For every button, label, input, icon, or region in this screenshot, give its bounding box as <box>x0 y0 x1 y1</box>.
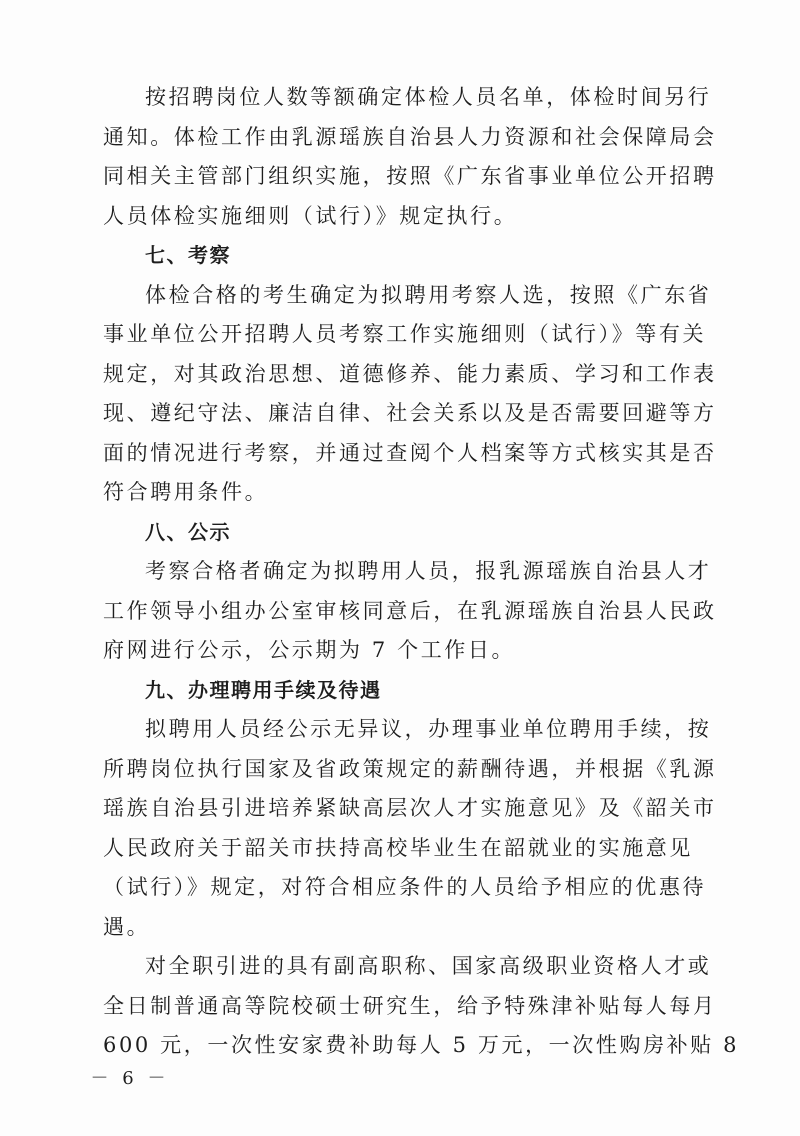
paragraph-employment <box>103 710 717 947</box>
text-line: （试行）》规定，对符合相应条件的人员给予相应的优惠待 <box>103 875 707 899</box>
section-heading-inspection: 七、考察 <box>145 243 231 267</box>
section-heading-employment: 九、办理聘用手续及待遇 <box>145 677 382 702</box>
text-line: 体检合格的考生确定为拟聘用考察人选，按照《广东省 <box>145 282 712 307</box>
paragraph-physical-exam <box>103 78 717 236</box>
text-line: 工作领导小组办公室审核同意后，在乳源瑶族自治县人民政 <box>103 598 717 623</box>
text-line: 拟聘用人员经公示无异议，办理事业单位聘用手续，按 <box>145 717 712 741</box>
document-body <box>103 78 740 1066</box>
text-line: 对全职引进的具有副高职称、国家高级职业资格人才或 <box>145 954 712 978</box>
text-line: 府网进行公示，公示期为 7 个工作日。 <box>103 638 516 662</box>
paragraph-inspection <box>103 276 717 513</box>
text-line: 通知。体检工作由乳源瑶族自治县人力资源和社会保障局会 <box>103 124 717 149</box>
text-line: 符合聘用条件。 <box>103 480 269 504</box>
paragraph-publicity <box>103 552 717 671</box>
text-line: 按招聘岗位人数等额确定体检人员名单，体检时间另行 <box>145 85 712 109</box>
text-line: 规定，对其政治思想、道德修养、能力素质、学习和工作表 <box>103 361 717 386</box>
page-number: － 6 － <box>90 1068 170 1089</box>
text-line: 全日制普通高等院校硕士研究生，给予特殊津补贴每人每月 <box>103 993 717 1018</box>
text-line: 考察合格者确定为拟聘用人员，报乳源瑶族自治县人才 <box>145 559 712 583</box>
text-line: 现、遵纪守法、廉洁自律、社会关系以及是否需要回避等方 <box>103 401 717 425</box>
text-line: 瑶族自治县引进培养紧缺高层次人才实施意见》及《韶关市 <box>103 796 717 820</box>
text-line: 人民政府关于韶关市扶持高校毕业生在韶就业的实施意见 <box>103 835 693 860</box>
text-line: 人员体检实施细则（试行）》规定执行。 <box>103 203 518 228</box>
text-line: 遇。 <box>103 914 151 939</box>
text-line: 600 元，一次性安家费补助每人 5 万元，一次性购房补贴 8 <box>103 1033 740 1057</box>
text-line: 面的情况进行考察，并通过查阅个人档案等方式核实其是否 <box>103 440 717 465</box>
section-heading-publicity: 八、公示 <box>145 519 231 544</box>
text-line: 事业单位公开招聘人员考察工作实施细则（试行）》等有关 <box>103 322 707 346</box>
paragraph-subsidy <box>103 947 740 1066</box>
text-line: 同相关主管部门组织实施，按照《广东省事业单位公开招聘 <box>103 164 717 188</box>
text-line: 所聘岗位执行国家及省政策规定的薪酬待遇，并根据《乳源 <box>103 756 717 781</box>
